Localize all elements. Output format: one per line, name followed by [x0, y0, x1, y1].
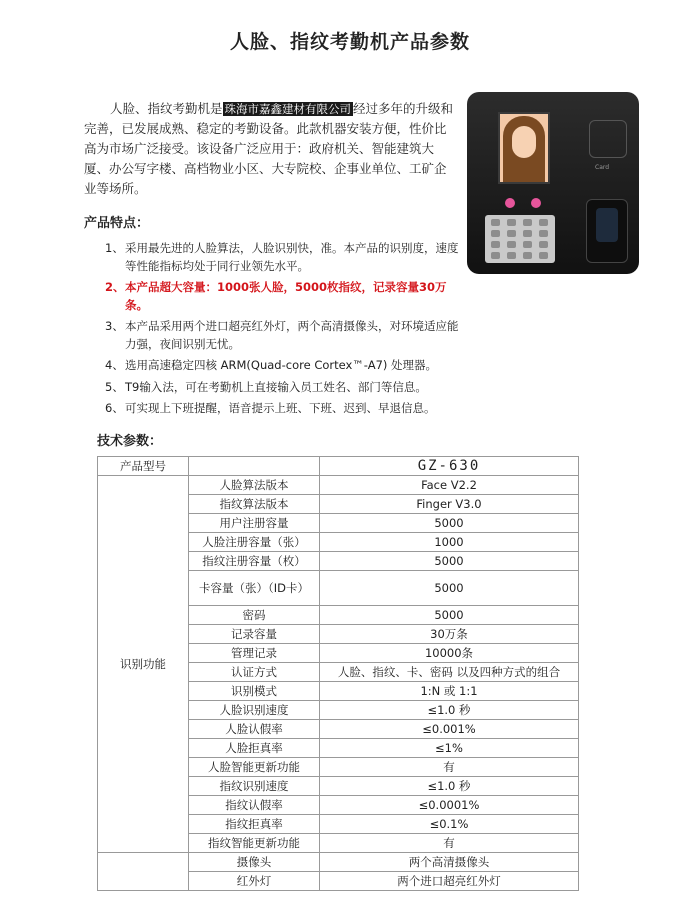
key: [491, 230, 500, 237]
spec-key: 人脸算法版本: [189, 476, 320, 495]
page-title: 人脸、指纹考勤机产品参数: [229, 31, 470, 53]
spec-key: 卡容量（张）（ID卡）: [189, 571, 320, 606]
key: [491, 252, 500, 259]
spec-value: 10000条: [320, 644, 579, 663]
spec-key: 人脸拒真率: [189, 739, 320, 758]
device-leds: [497, 198, 551, 210]
feature-item: [105, 318, 465, 353]
company-name: 珠海市嘉鑫建材有限公司: [224, 102, 352, 116]
key: [507, 219, 516, 226]
intro-prefix: 人脸、指纹考勤机是: [110, 101, 223, 116]
spec-key: 指纹认假率: [189, 796, 320, 815]
feature-item: [105, 279, 465, 314]
card-label: Card: [595, 164, 610, 171]
card-sensor-icon: [589, 120, 627, 158]
spec-key: 指纹智能更新功能: [189, 834, 320, 853]
intro-suffix: 经过多年的升级和完善，已发展成熟、稳定的考勤设备。此款机器安装方便，性价比高为市场广泛接受。该设备广泛应用于：政府机关、智能建筑大厦、办公写字楼、高档物业小区、大专院校、企事业单位、工矿企业等场所。: [84, 101, 454, 196]
key: [539, 230, 548, 237]
led-left: [505, 198, 515, 208]
spec-value: 两个进口超亮红外灯: [320, 872, 579, 891]
key: [523, 252, 532, 259]
feature-text: 本产品采用两个进口超亮红外灯，两个高清摄像头，对环境适应能力强，夜间识别无忧。: [125, 319, 459, 351]
spec-value: 有: [320, 834, 579, 853]
feature-item: [105, 357, 465, 375]
table-cell: [189, 457, 320, 476]
spec-key: 指纹注册容量（枚）: [189, 552, 320, 571]
spec-value: ≤0.001%: [320, 720, 579, 739]
spec-value: Face V2.2: [320, 476, 579, 495]
key: [523, 241, 532, 248]
spec-key: 指纹识别速度: [189, 777, 320, 796]
spec-value: 有: [320, 758, 579, 777]
key: [507, 230, 516, 237]
spec-key: 识别模式: [189, 682, 320, 701]
feature-num: 6、: [105, 401, 124, 415]
spec-value: Finger V3.0: [320, 495, 579, 514]
key: [491, 241, 500, 248]
feature-num: 4、: [105, 358, 124, 372]
spec-key: 人脸智能更新功能: [189, 758, 320, 777]
features-list: [105, 240, 465, 422]
feature-num: 3、: [105, 319, 124, 333]
device-screen: [498, 112, 550, 184]
spec-key: 红外灯: [189, 872, 320, 891]
feature-text: 可实现上下班提醒，语音提示上班、下班、迟到、早退信息。: [125, 401, 436, 415]
key: [523, 219, 532, 226]
spec-value: 30万条: [320, 625, 579, 644]
spec-value: 5000: [320, 606, 579, 625]
fingerprint-sensor: [586, 199, 628, 263]
spec-value: ≤1.0 秒: [320, 777, 579, 796]
spec-key: 用户注册容量: [189, 514, 320, 533]
feature-item: [105, 400, 465, 418]
spec-value: 两个高清摄像头: [320, 853, 579, 872]
key: [539, 219, 548, 226]
spec-value: ≤0.1%: [320, 815, 579, 834]
spec-key: 管理记录: [189, 644, 320, 663]
key: [507, 252, 516, 259]
spec-key: 指纹算法版本: [189, 495, 320, 514]
spec-key: 人脸识别速度: [189, 701, 320, 720]
spec-key: 认证方式: [189, 663, 320, 682]
spec-key: 记录容量: [189, 625, 320, 644]
spec-value: 1:N 或 1:1: [320, 682, 579, 701]
key: [539, 252, 548, 259]
feature-text: T9输入法，可在考勤机上直接输入员工姓名、部门等信息。: [125, 379, 427, 394]
feature-num: 1、: [105, 241, 124, 255]
spec-value: ≤1%: [320, 739, 579, 758]
spec-key: 人脸注册容量（张）: [189, 533, 320, 552]
feature-item: [105, 240, 465, 275]
table-row: [98, 457, 579, 476]
spec-value: 5000: [320, 571, 579, 606]
key: [523, 230, 532, 237]
feature-text: 本产品超大容量：1000张人脸，5000枚指纹，记录容量30万条。: [125, 280, 447, 312]
face: [512, 126, 536, 158]
feature-num: 5、: [105, 379, 124, 394]
feature-item: [105, 379, 465, 397]
model-label: 产品型号: [98, 457, 189, 476]
fingerprint-window: [596, 208, 618, 242]
spec-value: 5000: [320, 514, 579, 533]
model-value: GZ-630: [320, 457, 579, 476]
spec-value: ≤0.0001%: [320, 796, 579, 815]
spec-value: 5000: [320, 552, 579, 571]
spec-key: 密码: [189, 606, 320, 625]
spec-value: ≤1.0 秒: [320, 701, 579, 720]
spec-title: 技术参数：: [97, 434, 163, 449]
feature-num: 2、: [105, 280, 125, 294]
spec-value: 1000: [320, 533, 579, 552]
group-label: 识别功能: [98, 476, 189, 853]
led-right: [531, 198, 541, 208]
feature-text: 选用高速稳定四核 ARM(Quad-core Cortex™-A7) 处理器。: [125, 358, 438, 372]
keypad: [485, 215, 555, 263]
spec-table: [97, 456, 579, 891]
spec-key: 人脸认假率: [189, 720, 320, 739]
intro-paragraph: [84, 99, 456, 199]
spec-value: 人脸、指纹、卡、密码 以及四种方式的组合: [320, 663, 579, 682]
table-cell: [98, 853, 189, 891]
table-row: [98, 853, 579, 872]
spec-key: 指纹拒真率: [189, 815, 320, 834]
spec-key: 摄像头: [189, 853, 320, 872]
table-row: [98, 476, 579, 495]
features-title: 产品特点：: [84, 216, 150, 231]
key: [491, 219, 500, 226]
feature-text: 采用最先进的人脸算法，人脸识别快，准。本产品的识别度，速度等性能指标均处于同行业领先水平。: [125, 241, 459, 273]
key: [539, 241, 548, 248]
device-image: [467, 92, 639, 274]
key: [507, 241, 516, 248]
